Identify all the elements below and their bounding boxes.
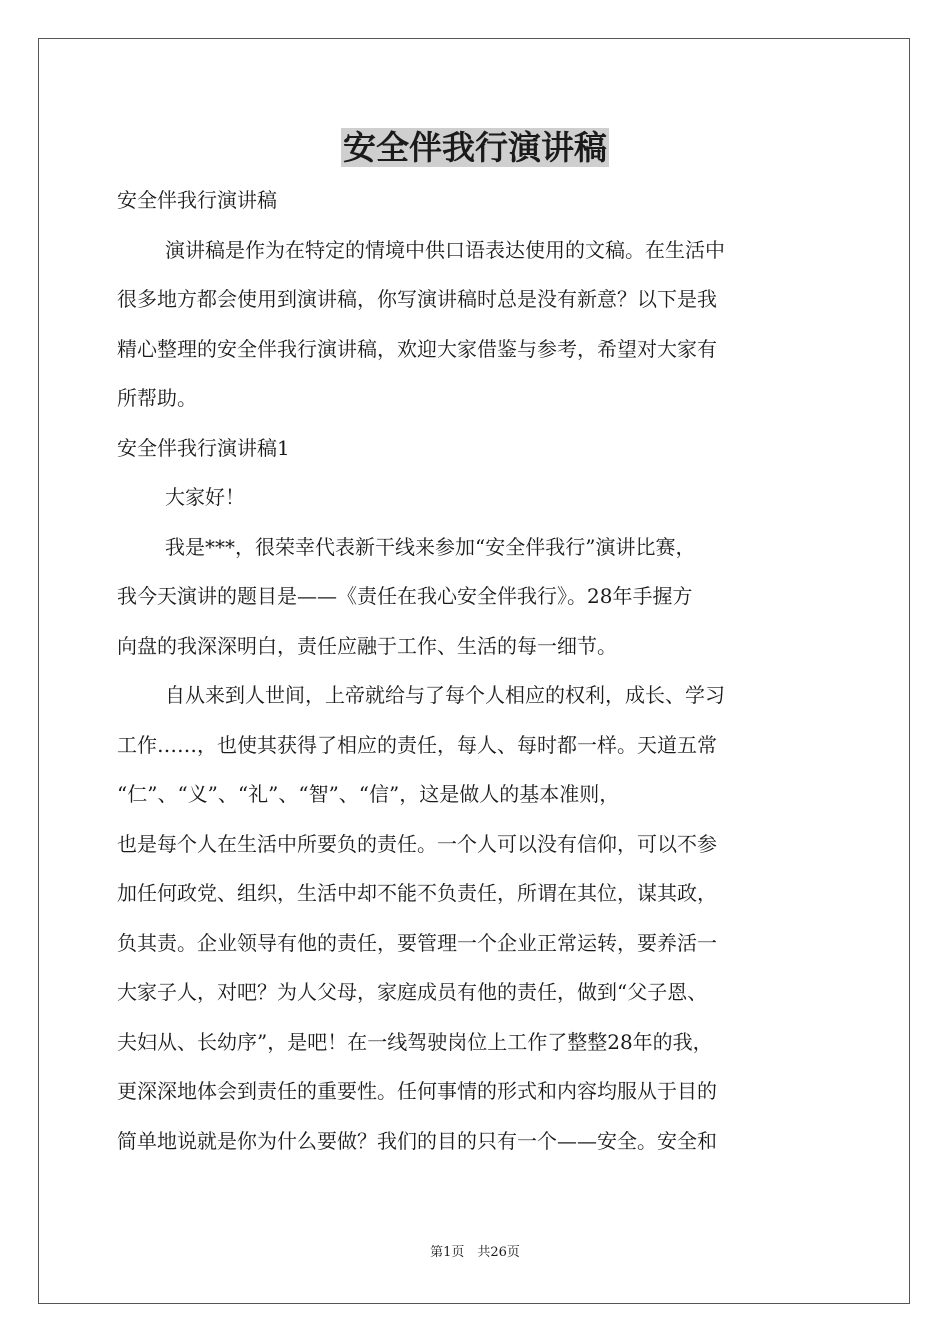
text-line: 很多地方都会使用到演讲稿，你写演讲稿时总是没有新意？以下是我 — [117, 287, 717, 311]
text-line: 大家子人，对吧？为人父母，家庭成员有他的责任，做到“父子恩、 — [117, 980, 708, 1004]
document-title — [0, 126, 950, 170]
text-line: 精心整理的安全伴我行演讲稿，欢迎大家借鉴与参考，希望对大家有 — [117, 336, 717, 361]
text-line: 向盘的我深深明白，责任应融于工作、生活的每一细节。 — [117, 633, 617, 658]
document-body — [117, 176, 833, 1166]
text-line: 我是***，很荣幸代表新干线来参加“安全伴我行”演讲比赛， — [165, 534, 696, 559]
text-line: 大家好！ — [165, 485, 245, 509]
document-title-text: 安全伴我行演讲稿 — [343, 128, 607, 167]
text-line: 加任何政党、组织，生活中却不能不负责任，所谓在其位，谋其政， — [117, 881, 717, 905]
text-line: 工作……，也使其获得了相应的责任，每人、每时都一样。天道五常 — [117, 732, 717, 757]
text-line: “仁”、“义”、“礼”、“智”、“信”，这是做人的基本准则， — [117, 782, 620, 806]
page-footer: 第1页 共26页 — [430, 1245, 520, 1260]
text-line: 安全伴我行演讲稿 — [117, 188, 277, 212]
text-line: 自从来到人世间，上帝就给与了每个人相应的权利，成长、学习 — [165, 683, 725, 707]
text-line: 也是每个人在生活中所要负的责任。一个人可以没有信仰，可以不参 — [117, 831, 717, 856]
text-line: 简单地说就是你为什么要做？我们的目的只有一个——安全。安全和 — [117, 1128, 717, 1153]
text-line: 所帮助。 — [117, 386, 197, 410]
text-line: 夫妇从、长幼序”，是吧！在一线驾驶岗位上工作了整整28年的我， — [117, 1029, 713, 1054]
text-line: 我今天演讲的题目是——《责任在我心安全伴我行》。28年手握方 — [117, 584, 693, 608]
text-line: 演讲稿是作为在特定的情境中供口语表达使用的文稿。在生活中 — [165, 237, 725, 262]
text-line: 更深深地体会到责任的重要性。任何事情的形式和内容均服从于目的 — [117, 1079, 717, 1103]
text-line: 安全伴我行演讲稿1 — [117, 435, 290, 460]
text-line: 负其责。企业领导有他的责任，要管理一个企业正常运转，要养活一 — [117, 930, 717, 955]
